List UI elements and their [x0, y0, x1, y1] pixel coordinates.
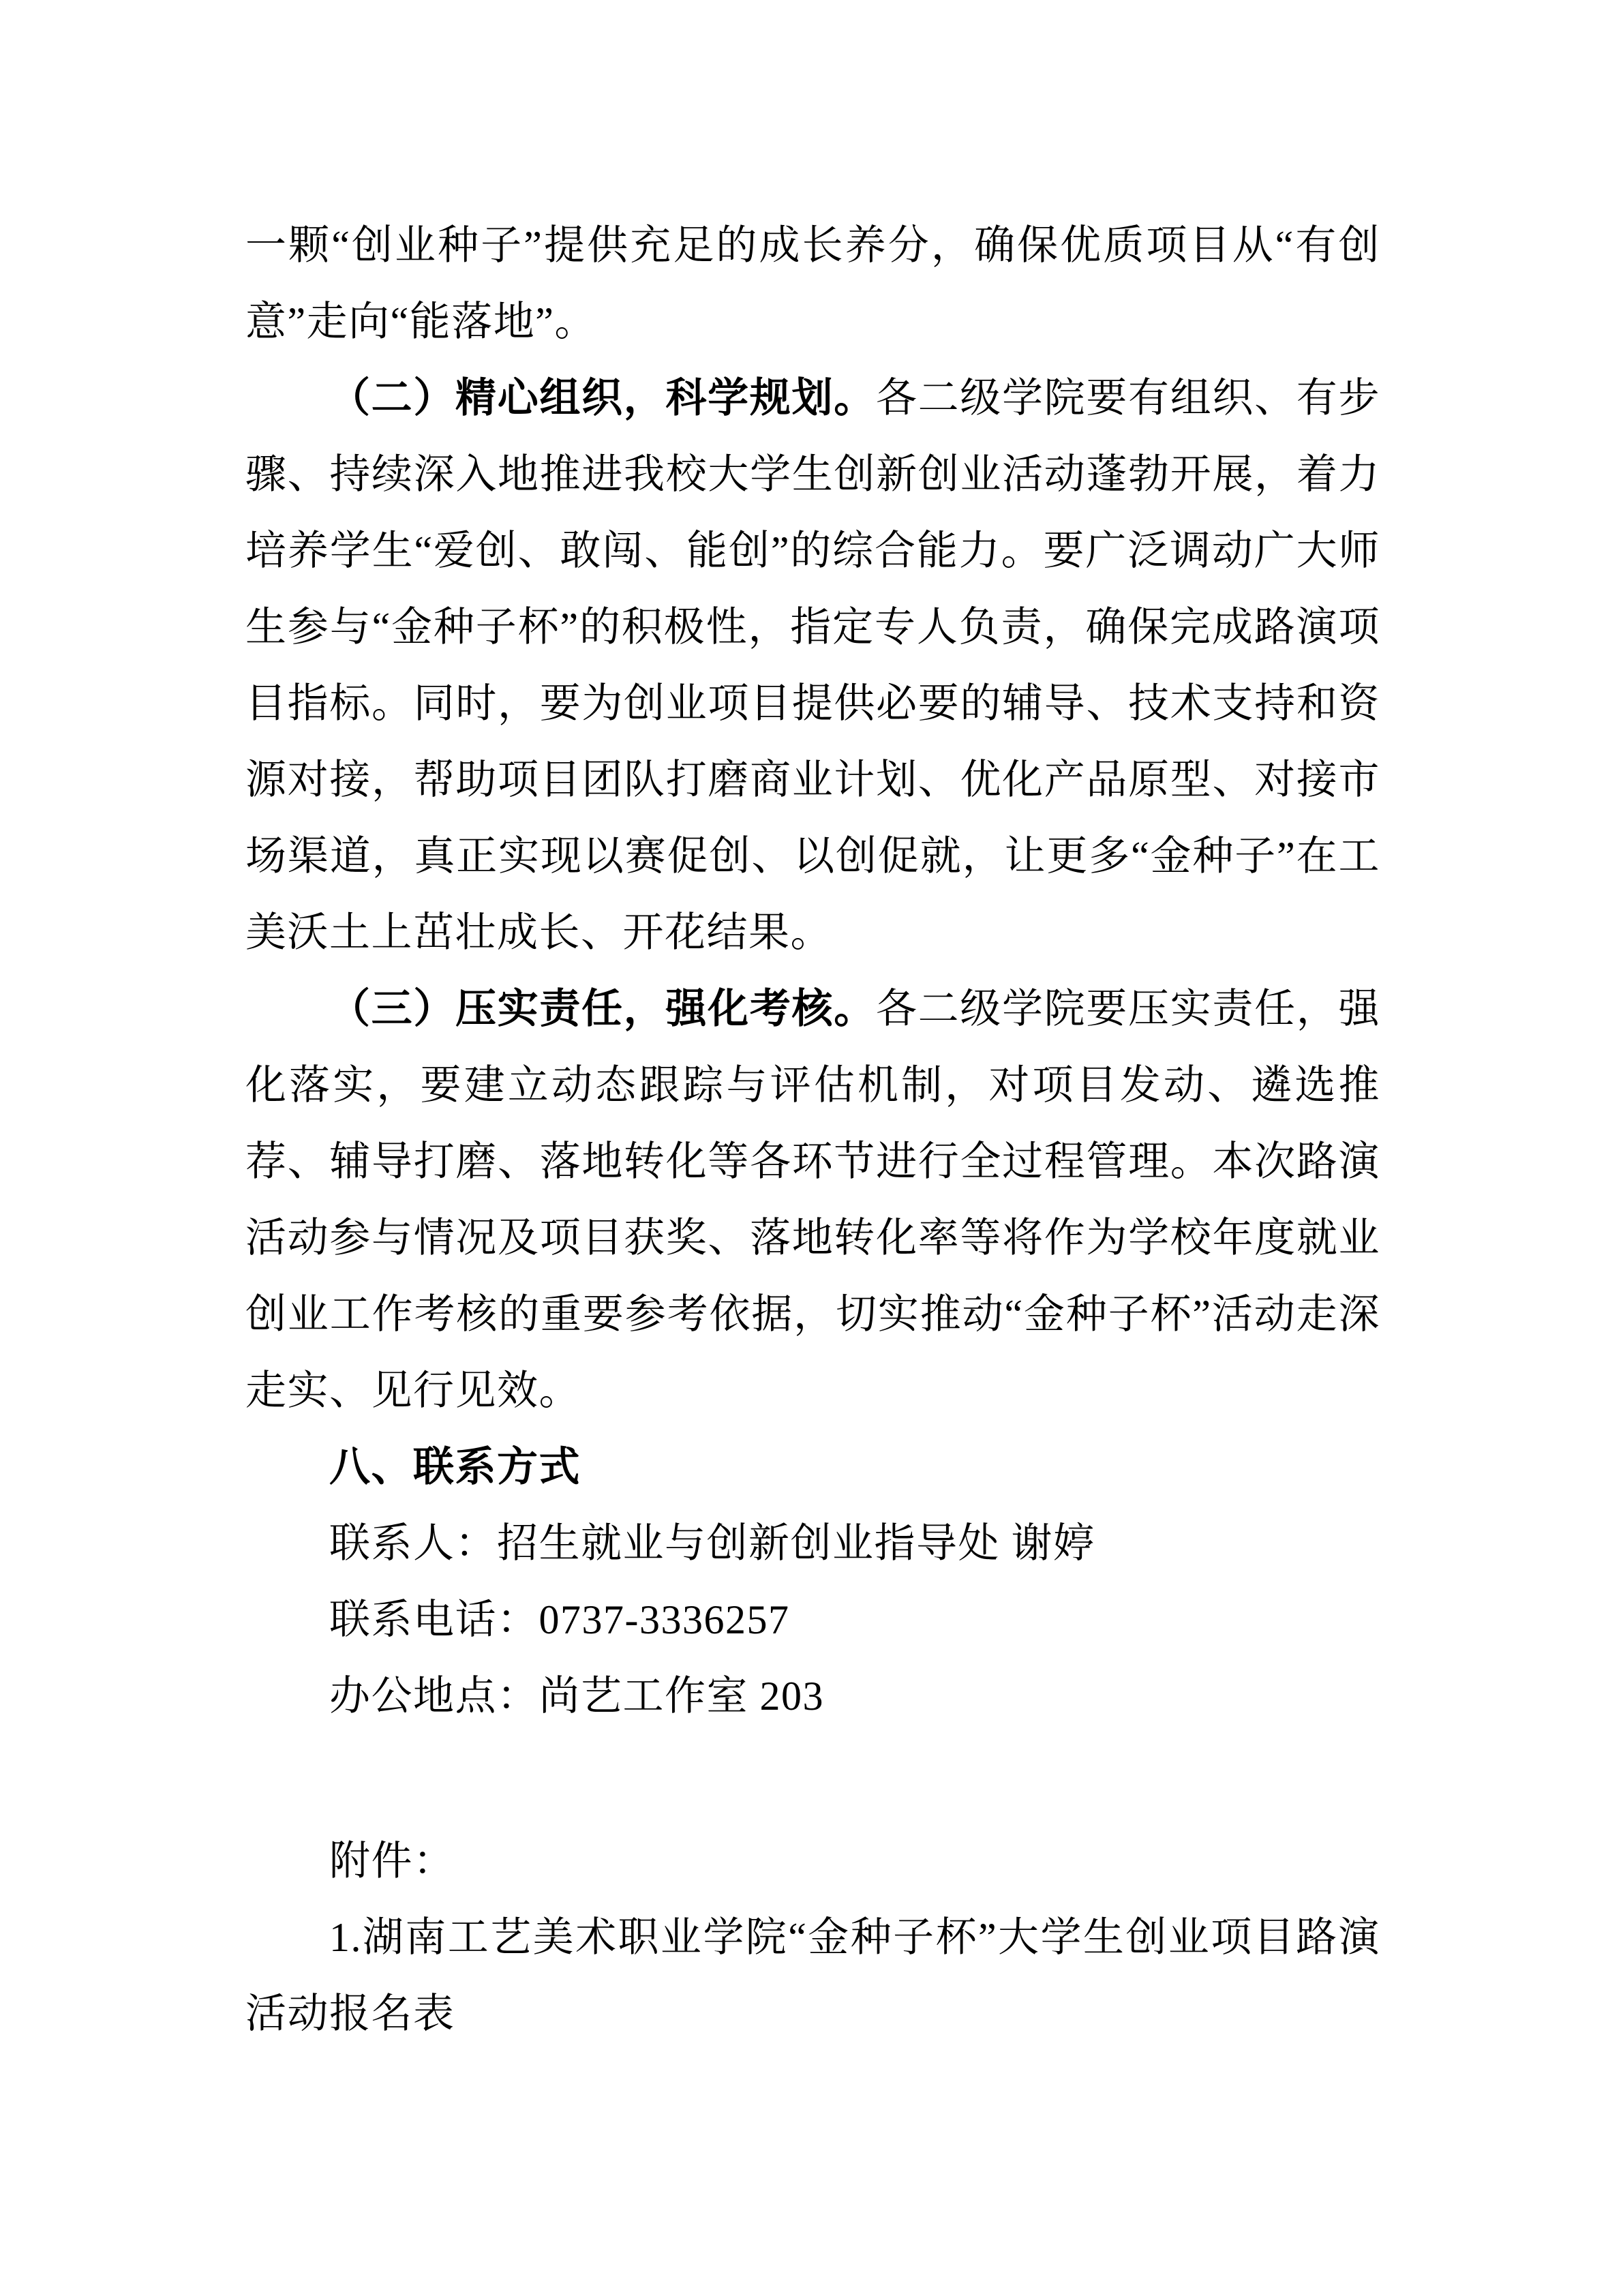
paragraph	[245, 1658, 1380, 1734]
text-run: 联系人：招生就业与创新创业指导处 谢婷	[329, 1521, 1095, 1566]
document-body	[245, 207, 1380, 2052]
paragraph	[245, 1505, 1380, 1582]
bold-run: 八、联系方式	[329, 1444, 581, 1490]
bold-run: （二）精心组织，科学规划。	[329, 376, 876, 421]
paragraph-spacer	[245, 1734, 1380, 1823]
paragraph	[245, 1582, 1380, 1658]
paragraph	[245, 971, 1380, 1429]
paragraph	[245, 207, 1380, 360]
text-run: 各二级学院要有组织、有步骤、持续深入地推进我校大学生创新创业活动蓬勃开展，着力培养学生“爱创、敢闯、能创”的综合能力。要广泛调动广大师生参与“金种子杯”的积极性，指定专人负责，确保完成路演项目指标。同时，要为创业项目提供必要的辅导、技术支持和资源对接，帮助项目团队打磨商业计划、优化产品原型、对接市场渠道，真正实现以赛促创、以创促就，让更多“金种子”在工美沃土上茁壮成长、开花结果。	[245, 376, 1380, 955]
bold-run: （三）压实责任，强化考核。	[329, 986, 876, 1031]
text-run: 各二级学院要压实责任，强化落实，要建立动态跟踪与评估机制，对项目发动、遴选推荐、辅导打磨、落地转化等各环节进行全过程管理。本次路演活动参与情况及项目获奖、落地转化率等将作为学校年度就业创业工作考核的重要参考依据，切实推动“金种子杯”活动走深走实、见行见效。	[245, 986, 1380, 1413]
text-run: 联系电话：0737-3336257	[329, 1597, 790, 1642]
paragraph	[245, 1899, 1380, 2052]
text-run: 1.湖南工艺美术职业学院“金种子杯”大学生创业项目路演活动报名表	[245, 1915, 1380, 2036]
text-run: 附件：	[329, 1839, 455, 1884]
section-heading	[245, 1429, 1380, 1505]
text-run: 一颗“创业种子”提供充足的成长养分，确保优质项目从“有创意”走向“能落地”。	[245, 223, 1380, 344]
paragraph	[245, 1823, 1380, 1899]
text-run: 办公地点：尚艺工作室 203	[329, 1674, 824, 1719]
paragraph	[245, 360, 1380, 971]
